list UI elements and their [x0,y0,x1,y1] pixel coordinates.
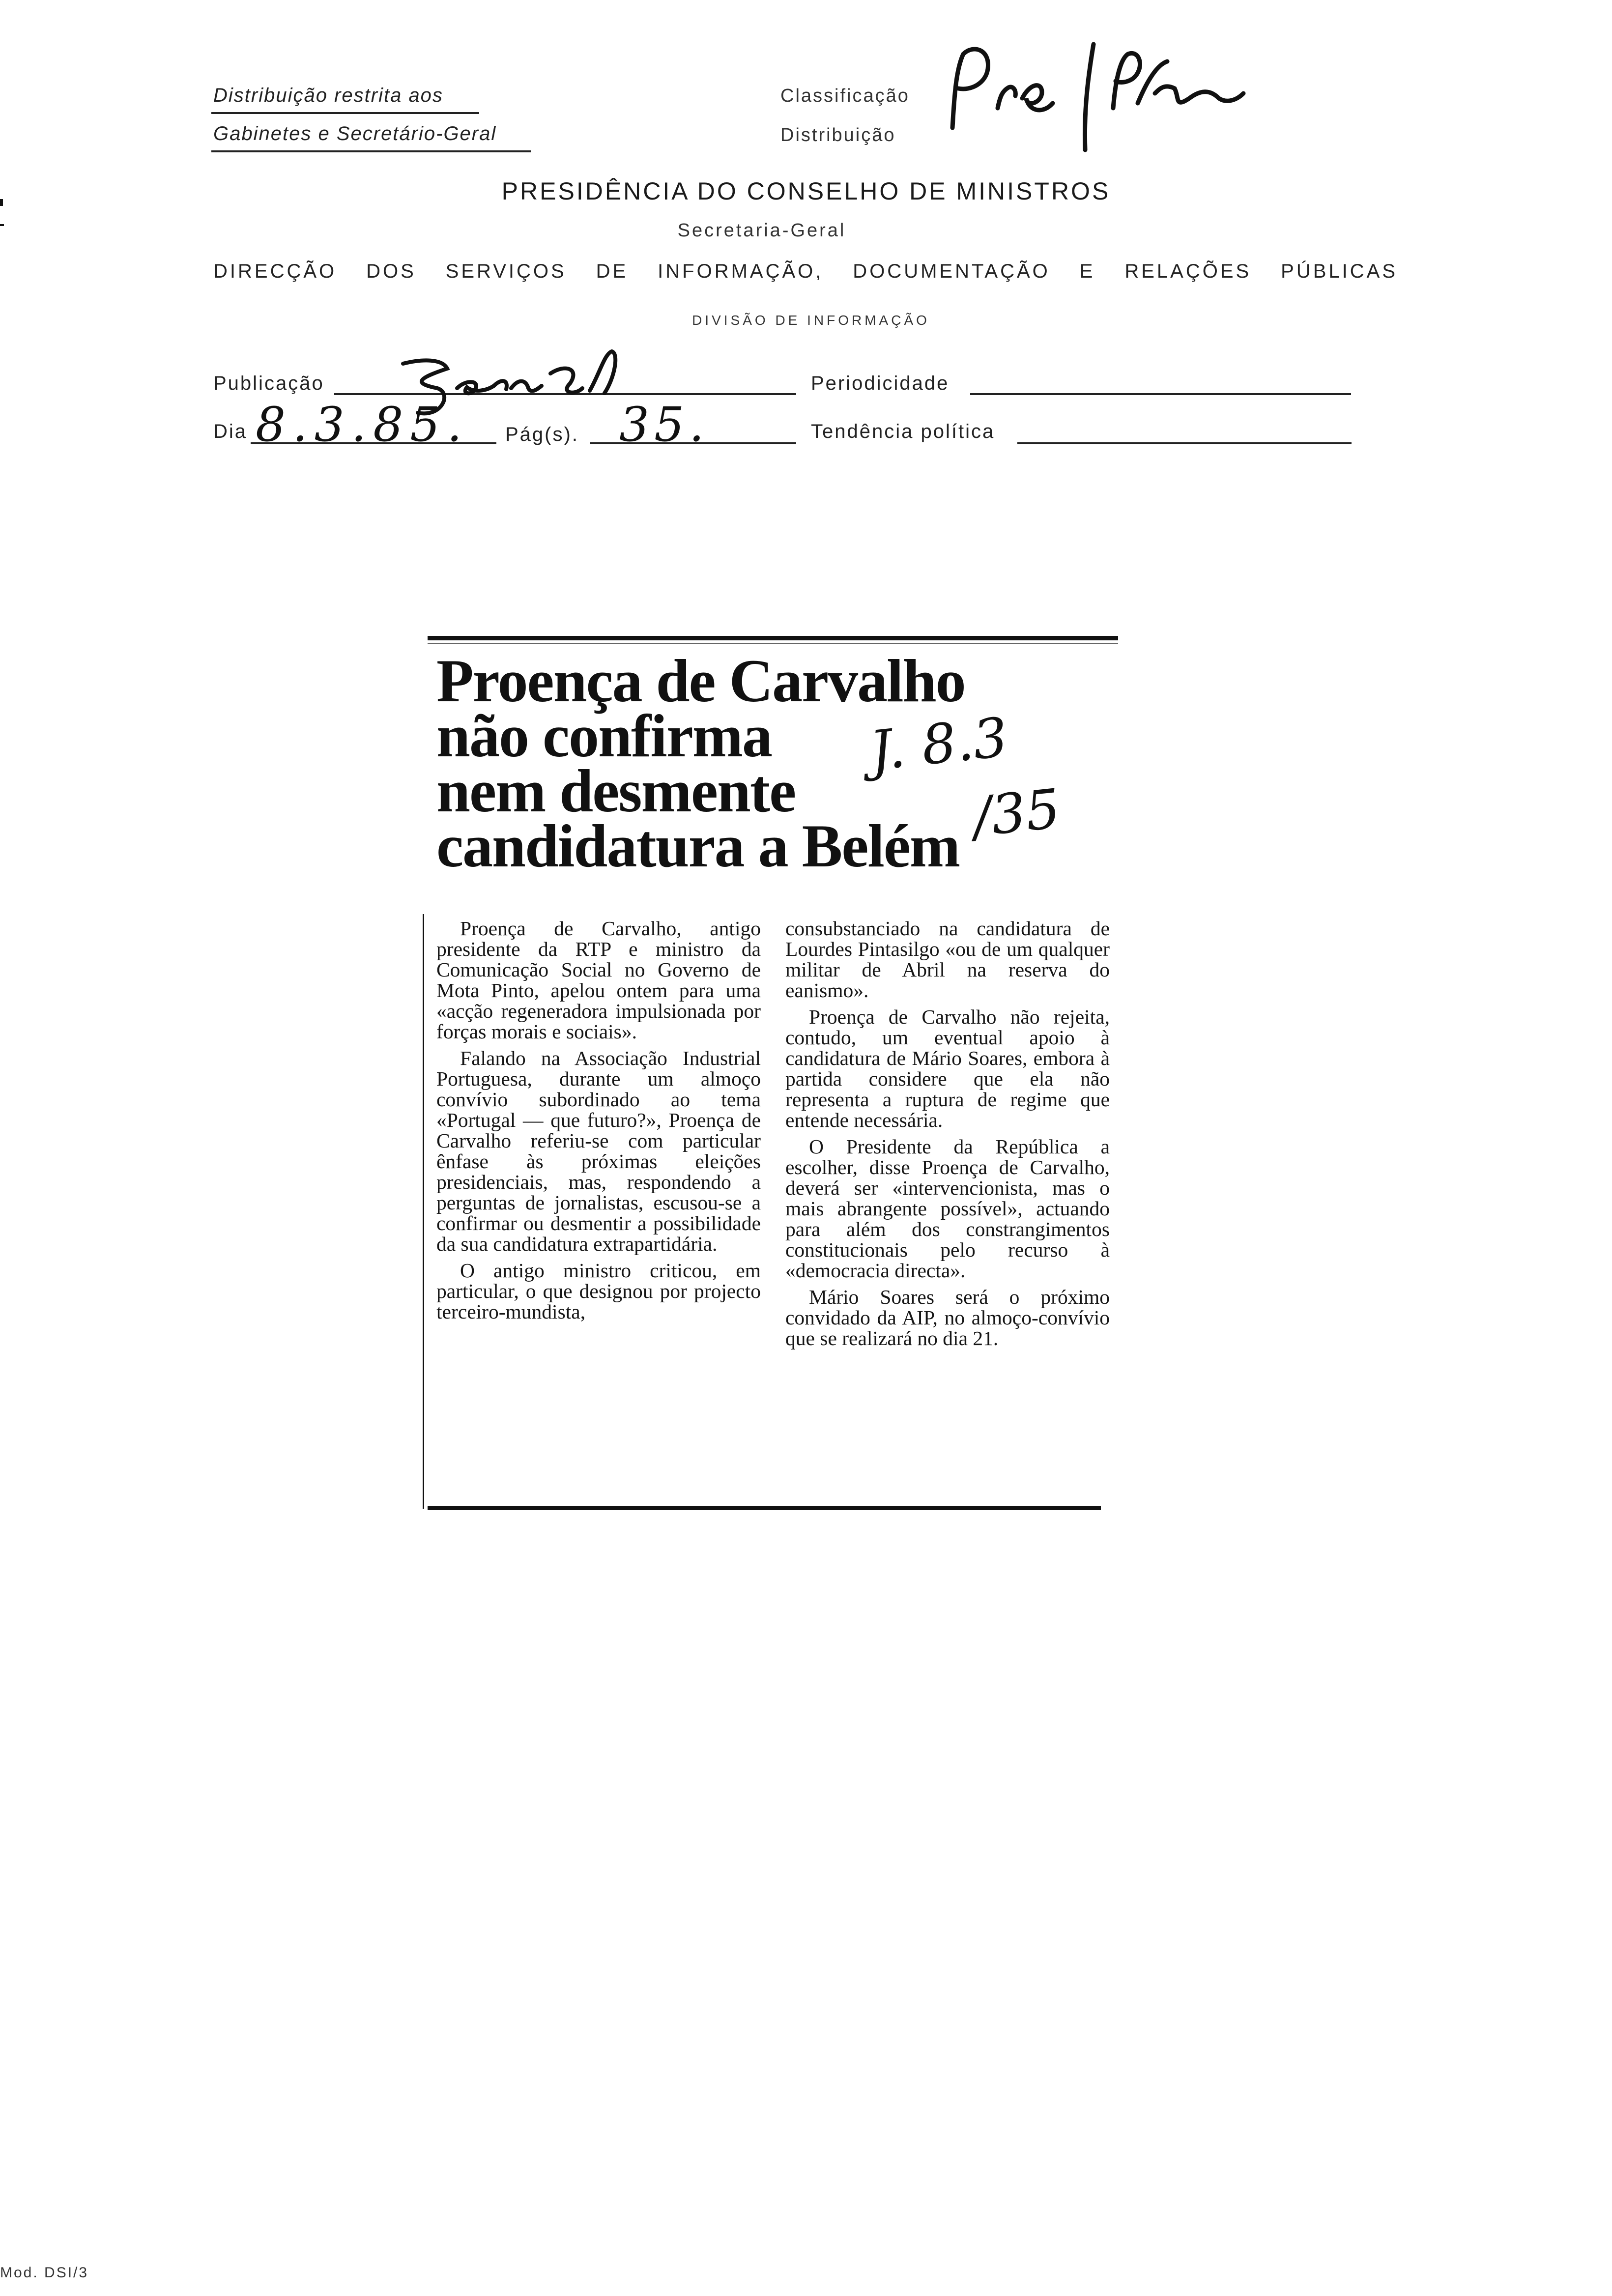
article-paragraph: Proença de Carvalho não rejeita, contudo, um eventual apoio à candidatura de Mário Soares, embora à partida considere que ela não representa a ruptura de regime que entende necessária. [785,1005,1110,1131]
article-paragraph: O Presidente da República a escolher, disse Proença de Carvalho, deverá ser «intervencionista, mas o mais abrangente possível», actuando para além dos constrangimentos constitucionais pelo recurso à «democracia directa». [785,1135,1110,1282]
form-model-code: Mod. DSI/3 [0,2265,89,2281]
article-paragraph: O antigo ministro criticou, em particular, o que designou por projecto terceiro-mundista, [436,1259,761,1323]
periodicity-label: Periodicidade [811,373,950,394]
pages-handwritten-value: 35. [619,397,709,452]
division-subtitle: DIVISÃO DE INFORMAÇÃO [692,313,930,328]
distribution-underline-2 [211,150,531,152]
headline-line-1: Proença de Carvalho [436,647,965,715]
article-column-left [436,918,761,1322]
clipping-top-rule-thin [428,643,1118,644]
clipping-top-rule [428,636,1118,640]
distribution-label: Distribuição [780,125,896,145]
day-handwritten-value: 8.3.85. [256,397,469,452]
organization-title: PRESIDÊNCIA DO CONSELHO DE MINISTROS [501,177,1111,205]
clipping-left-margin [423,914,424,1509]
headline-line-2: não confirma [436,702,772,770]
clipping-annotation-date: J. 8.3 [867,705,1011,783]
article-column-right [785,918,1110,1349]
periodicity-line [970,393,1351,395]
margin-tick-1 [0,199,3,206]
classification-label: Classificação [780,86,910,106]
secretariat-subtitle: Secretaria-Geral [677,220,846,241]
article-paragraph: Falando na Associação Industrial Portuguesa, durante um almoço convívio subordinado ao tema «Portugal — que futuro?», Proença de Carvalho referiu-se com particular ênfase às próximas eleições presidenciais, mas, respondendo a perguntas de jornalistas, escusou-se a confirmar ou desmentir a possibilidade da sua candidatura extrapartidária. [436,1047,761,1255]
clipping-annotation-page: /35 [970,777,1064,849]
services-directorate: DIRECÇÃO DOS SERVIÇOS DE INFORMAÇÃO, DOCUMENTAÇÃO E RELAÇÕES PÚBLICAS [213,260,1398,282]
pages-label: Pág(s). [505,424,579,445]
article-paragraph: consubstanciado na candidatura de Lourdes Pintasilgo «ou de um qualquer militar de Abril na reserva do eanismo». [785,917,1110,1002]
headline-line-4: candidatura a Belém [436,812,960,880]
distribution-restriction-line1: Distribuição restrita aos [213,85,443,106]
handwritten-classification [944,34,1248,152]
distribution-underline-1 [211,112,479,114]
clipping-bottom-rule [428,1506,1101,1510]
day-label: Dia [213,421,248,442]
political-tendency-label: Tendência política [811,421,995,442]
distribution-restriction-line2: Gabinetes e Secretário-Geral [213,123,497,144]
margin-tick-2 [0,224,4,226]
headline-line-3: nem desmente [436,757,796,825]
publication-label: Publicação [213,373,324,394]
article-paragraph: Mário Soares será o próximo convidado da AIP, no almoço-convívio que se realizará no dia 21. [785,1286,1110,1349]
article-paragraph: Proença de Carvalho, antigo presidente da RTP e ministro da Comunicação Social no Governo de Mota Pinto, apelou ontem para uma «acção regeneradora impulsionada por forças morais e sociais». [436,917,761,1043]
political-tendency-line [1017,442,1352,444]
